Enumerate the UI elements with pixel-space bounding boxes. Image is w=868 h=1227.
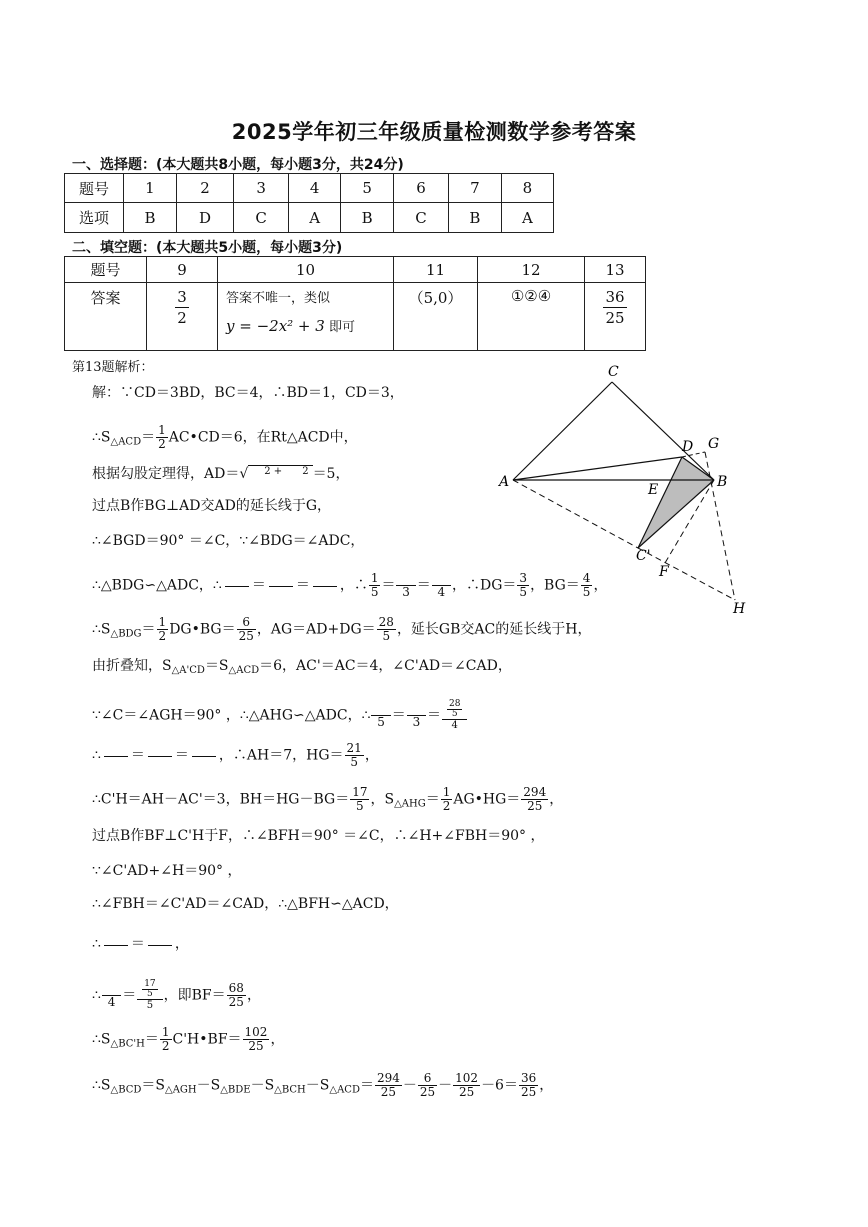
answer-11: （5,0） — [394, 283, 478, 351]
section1-heading: 一、选择题：(本大题共8小题，每小题3分，共24分) — [72, 157, 404, 173]
solution-line-14: ∴∠FBH＝∠C'AD＝∠CAD，∴△BFH∽△ACD， — [92, 896, 399, 912]
q-number: 8 — [501, 174, 553, 203]
q-number: 10 — [218, 257, 394, 283]
q-number: 1 — [124, 174, 177, 203]
label-e: E — [648, 482, 659, 498]
q-number: 11 — [394, 257, 478, 283]
choice-answer: C — [394, 203, 449, 233]
fill-header-label: 题号 — [65, 257, 147, 283]
solution-line-5: ∴∠BGD＝90° ＝∠C，∵∠BDG＝∠ADC， — [92, 533, 365, 549]
segment-ac — [513, 382, 612, 480]
fraction: $\frac{36}{25}$ — [520, 1071, 537, 1099]
label-c: C — [608, 364, 619, 380]
choice-answer-table — [64, 173, 554, 233]
segment-a-c-prime — [513, 480, 638, 548]
fraction: 17 5 5 — [137, 980, 162, 1011]
solution-line-18: $\therefore S_{\triangle BCD}=S_{\triangle AGH}-S_{\triangle BDE}-S_{\triangle BCH}-S_{\triangle ACD}=$ $\frac{294}{25}$ － $\frac{6}{25}$ － $\frac{102}{25}$ －6＝ $\frac{36}{25}$ ， — [92, 1071, 554, 1099]
fill-answer-table — [64, 256, 646, 351]
solution-line-15: ∴ ＝ ， — [92, 936, 189, 952]
label-f: F — [659, 564, 669, 580]
answer-10-line1: 答案不唯一，类似 — [226, 291, 331, 306]
label-c-prime: C' — [636, 548, 651, 564]
fraction: $\frac{294}{25}$ — [523, 785, 547, 813]
choice-answer: A — [501, 203, 553, 233]
q-number: 3 — [234, 174, 289, 203]
label-h: H — [733, 601, 746, 617]
q-number: 13 — [585, 257, 646, 283]
choice-answer: D — [176, 203, 233, 233]
solution-line-7: $\therefore S_{\triangle BDG}=$ $\frac{1}{2}$ DG•BG＝ $\frac{6}{25}$ ，AG＝AD+DG＝ $\frac{28}{5}$ ，延长GB交AC的延长线于H， — [92, 615, 592, 643]
fraction: $\frac{102}{25}$ — [455, 1071, 479, 1099]
fraction: $\frac{6}{25}$ — [238, 615, 254, 643]
solution-line-13: ∵∠C'AD+∠H＝90° ， — [92, 863, 242, 879]
solution-line-16: ∴ 4 ＝ 17 5 5 ，即BF＝ $\frac{68}{25}$ ， — [92, 979, 261, 1011]
fraction: $\frac{4}{5}$ — [582, 571, 591, 599]
solution-line-2: $\therefore S_{\triangle ACD}=$ $\frac{1}{2}$ AC•CD＝6，在Rt△ACD中， — [92, 423, 358, 451]
q-number: 2 — [176, 174, 233, 203]
fraction: 4 — [102, 982, 121, 1009]
fraction: $\frac{6}{25}$ — [419, 1071, 436, 1099]
answer-10 — [218, 283, 394, 351]
q-number: 9 — [147, 257, 218, 283]
fraction: $\frac{21}{5}$ — [346, 741, 362, 769]
q-number: 5 — [341, 174, 394, 203]
fraction: $\frac{28}{5}$ — [378, 615, 394, 643]
solution-line-4: 过点B作BG⊥AD交AD的延长线于G， — [92, 498, 332, 514]
segment-ad — [513, 457, 682, 480]
answer-10-formula: y = −2x² + 3 — [226, 317, 325, 335]
fill-answer-label: 答案 — [65, 283, 147, 351]
solution-line-3: 根据勾股定理得，AD＝√ $^{2 +}$ $_2$ ＝5， — [92, 466, 350, 482]
answer-13 — [585, 283, 646, 351]
solution-heading: 第13题解析： — [72, 360, 154, 375]
q-number: 12 — [478, 257, 585, 283]
fraction: 3 — [396, 572, 415, 599]
answer-9 — [147, 283, 218, 351]
solution-line-12: 过点B作BF⊥C'H于F，∴∠BFH＝90° ＝∠C，∴∠H+∠FBH＝90° ， — [92, 828, 545, 844]
solution-line-10: ∴ ＝ ＝ ，∴AH＝7，HG＝ $\frac{21}{5}$ ， — [92, 741, 379, 769]
fraction: 4 — [432, 572, 451, 599]
fraction: $\frac{1}{5}$ — [370, 571, 379, 599]
solution-line-17: $\therefore S_{\triangle BC'H}=$ $\frac{1}{2}$ C'H•BF＝ $\frac{102}{25}$ ， — [92, 1025, 285, 1053]
q-number: 7 — [448, 174, 501, 203]
segment-c-prime-h — [638, 548, 735, 600]
label-b: B — [717, 474, 728, 490]
fraction: $\frac{1}{2}$ — [158, 423, 166, 451]
segment-cb — [612, 382, 714, 480]
fraction: $\frac{3}{2}$ — [177, 288, 187, 327]
answer-10-suffix: 即可 — [328, 320, 355, 335]
fraction: $\frac{294}{25}$ — [376, 1071, 400, 1099]
label-a: A — [499, 474, 510, 490]
choice-header-label: 题号 — [65, 174, 124, 203]
solution-line-11: ∴C'H＝AH－AC'＝3，BH＝HG－BG＝ $\frac{17}{5}$ ，$S_{\triangle AHG}=$ $\frac{1}{2}$ AG•HG＝ $\frac{294}{25}$ ， — [92, 785, 564, 813]
solution-line-6: ∴△BDG∽△ADC，∴ ＝ ＝ ，∴ $\frac{1}{5}$ ＝ 3 ＝ 4 ，∴DG＝ $\frac{3}{5}$ ，BG＝ $\frac{4}{5}$ ， — [92, 571, 608, 599]
fraction: 5 — [371, 702, 390, 729]
answer-12: ①②④ — [478, 283, 585, 351]
label-g: G — [708, 436, 720, 452]
page-title: 2025学年初三年级质量检测数学参考答案 — [231, 120, 637, 144]
fraction: $\frac{1}{2}$ — [161, 1025, 170, 1053]
section2-heading: 二、填空题：(本大题共5小题，每小题3分) — [72, 240, 343, 256]
choice-answer: B — [448, 203, 501, 233]
solution-line-8: 由折叠知，$S_{\triangle A'CD}=S_{\triangle ACD}=6$，AC'＝AC＝4，∠C'AD＝∠CAD， — [92, 658, 512, 676]
q-number: 6 — [394, 174, 449, 203]
choice-answer: C — [234, 203, 289, 233]
choice-answer: A — [289, 203, 341, 233]
solution-line-9: ∵∠C＝∠AGH＝90° ，∴△AHG∽△ADC，∴ 5 ＝ 3 ＝ 28 5 4 — [92, 700, 468, 731]
choice-answer: B — [124, 203, 177, 233]
choice-answer-label: 选项 — [65, 203, 124, 233]
fraction: 28 5 4 — [442, 700, 467, 731]
fraction: $\frac{68}{25}$ — [228, 981, 244, 1009]
fraction: 3 — [407, 702, 426, 729]
fraction: $\frac{102}{25}$ — [244, 1025, 268, 1053]
fraction: $\frac{36}{25}$ — [605, 288, 625, 327]
q-number: 4 — [289, 174, 341, 203]
fraction: $\frac{17}{5}$ — [352, 785, 368, 813]
fraction: $\frac{1}{2}$ — [158, 615, 167, 643]
label-d: D — [682, 439, 694, 455]
fraction: $\frac{3}{5}$ — [519, 571, 528, 599]
solution-line-1: 解：∵CD＝3BD，BC＝4，∴BD＝1，CD＝3， — [92, 385, 404, 401]
choice-answer: B — [341, 203, 394, 233]
fraction: $\frac{1}{2}$ — [442, 785, 451, 813]
